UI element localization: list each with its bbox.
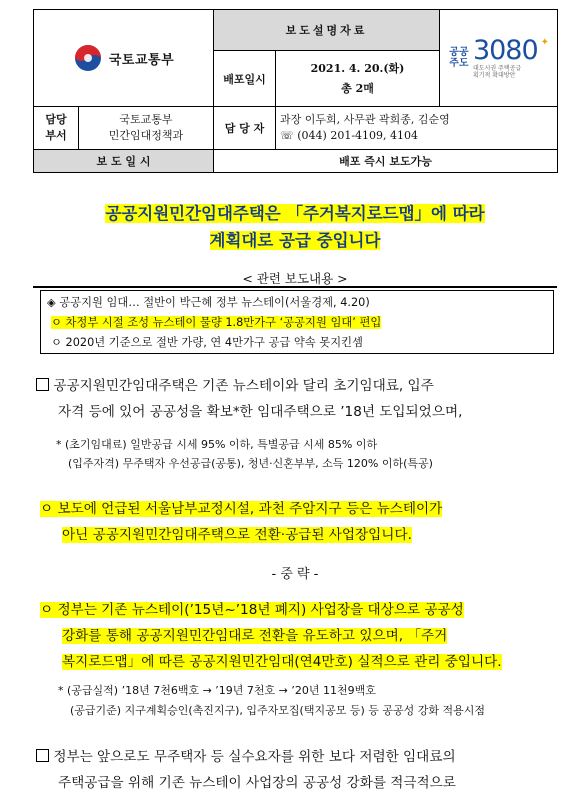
para-4-line1: 정부는 앞으로도 무주택자 등 실수요자를 위한 보다 저렴한 임대료의 [36, 744, 456, 770]
doc-title: 보도설명자료 [214, 10, 440, 51]
dept-value: 국토교통부 민간임대정책과 [108, 113, 184, 142]
star-icon: ✦ [540, 37, 550, 48]
dist-label: 배포일시 [214, 51, 276, 107]
badge-subtitle: 대도시권 주택공급 획기적 확대방안 [472, 65, 522, 79]
related-item-3: ㅇ 2020년 기준으로 절반 가량, 연 4만가구 공급 약속 못지킨셈 [51, 336, 363, 349]
omission-note: - 중 략 - [271, 567, 319, 582]
para-2-line2: 아닌 공공지원민간임대주택으로 전환·공급된 사업장입니다. [62, 527, 412, 543]
para-2 [40, 496, 442, 548]
para-4-line2: 주택공급을 위해 기존 뉴스테이 사업장의 공공성 강화를 적극적으로 [58, 775, 456, 791]
page-count: 총 2매 [341, 81, 374, 95]
para-3-line2: 강화를 통해 공공지원민간임대로 전환을 유도하고 있으며, 「주거 [62, 628, 448, 644]
para-1-line2: 자격 등에 있어 공공성을 확보*한 임대주택으로 ’18년 도입되었으며, [58, 404, 463, 420]
para-3-line3: 복지로드맵」에 따른 공공지원민간임대(연4만호) 실적으로 관리 중입니다. [62, 654, 502, 670]
related-item-2: ㅇ 차정부 시절 조성 뉴스테이 물량 1.8만가구 ‘공공지원 임대’ 편입 [51, 316, 382, 329]
headline-line1: 공공지원민간임대주택은 「주거복지로드맵」에 따라 [105, 204, 485, 223]
header-table [33, 9, 557, 173]
dept-cell [34, 107, 214, 150]
ministry-emblem-icon [73, 43, 103, 73]
dist-date: 2021. 4. 20.(화) [310, 61, 405, 75]
para-2-line1: ㅇ 보도에 언급된 서울남부교정시설, 과천 주암지구 등은 뉴스테이가 [40, 501, 443, 517]
release-value: 배포 즉시 보도가능 [214, 150, 558, 173]
release-label: 보 도 일 시 [34, 150, 214, 173]
badge-text: 공공주도 [449, 47, 469, 69]
para-4 [36, 744, 456, 796]
note-2 [58, 683, 485, 719]
para-1-line1: 공공지원민간임대주택은 기존 뉴스테이와 달리 초기임대료, 입주 [36, 373, 462, 399]
para-3-line1: ㅇ 정부는 기존 뉴스테이(’15년~’18년 폐지) 사업장을 대상으로 공공성 [40, 602, 464, 618]
dist-info [276, 51, 440, 107]
square-bullet-icon [36, 378, 49, 391]
badge-number: 3080 [472, 35, 538, 66]
contact-label: 담 당 자 [214, 107, 276, 150]
related-divider [33, 286, 557, 288]
headline [33, 200, 557, 254]
note-2-line1: * (공급실적) ’18년 7천6백호 → ’19년 7천호 → ’20년 11천9백호 [58, 684, 376, 697]
related-title: < 관련 보도내용 > [242, 271, 348, 286]
headline-line2: 계획대로 공급 중입니다 [209, 231, 381, 250]
related-box [40, 290, 554, 354]
square-bullet-icon [36, 749, 49, 762]
ministry-logo-cell [34, 10, 214, 107]
related-item-1: ◈ 공공지원 임대… 절반이 박근혜 정부 뉴스테이(서울경제, 4.20) [47, 296, 370, 309]
policy-badge [440, 10, 558, 107]
para-1 [36, 373, 462, 425]
ministry-name: 국토교통부 [108, 52, 175, 68]
note-2-line2: (공급기준) 지구계획승인(촉진지구), 입주자모집(택지공모 등) 등 공공성 강화 적용시점 [70, 704, 486, 717]
note-1 [56, 437, 433, 472]
para-3 [40, 597, 502, 675]
contact-names: 과장 이두희, 사무관 곽희종, 김순영 [280, 113, 450, 126]
related-title-block [33, 269, 557, 287]
note-1-line2: (입주자격) 무주택자 우선공급(공통), 청년·신혼부부, 소득 120% 이하(특공) [68, 457, 433, 470]
note-1-line1: * (초기임대료) 일반공급 시세 95% 이하, 특별공급 시세 85% 이하 [56, 438, 378, 451]
contact-info [276, 107, 558, 150]
dept-label: 담당 부서 [34, 107, 79, 149]
contact-phone: ☏ (044) 201-4109, 4104 [280, 129, 419, 142]
